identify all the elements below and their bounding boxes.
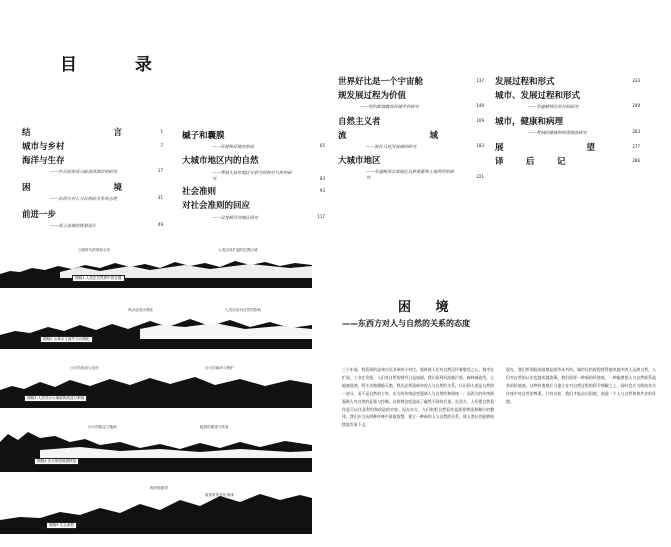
toc-entry-subtitle: ——华盛顿特区的分析研究 <box>528 104 579 109</box>
illustration-caption: 海岸植被带 <box>150 486 168 490</box>
toc-entry-subtitle: ——华盛顿西北部地区自然要素和土地利用的研究 <box>366 169 454 180</box>
toc-entry-subtitle: ——东西方对人与自然的关系的态度 <box>50 196 118 201</box>
toc-entry-page: 183 <box>476 143 484 148</box>
toc-entry-title[interactable]: 规发展过程为价值 <box>338 91 407 101</box>
toc-entry-title[interactable]: 槭子和囊膜 <box>182 131 225 141</box>
illustration-plate <box>0 422 312 472</box>
toc-entry-page: 169 <box>476 118 484 123</box>
toc-title: 目 录 <box>60 55 178 75</box>
toc-entry-page: 83 <box>319 176 325 181</box>
toc-entry-title[interactable]: 译 后 记 <box>495 157 573 167</box>
illustration-caption: 沙丘的稳定与植被 <box>88 425 117 429</box>
toc-entry-page: 137 <box>476 78 484 83</box>
toc-entry-title[interactable]: 困 境 <box>22 183 145 193</box>
toc-entry-subtitle: ——费城的健康和病理调查研究 <box>528 130 587 135</box>
toc-entry-title[interactable]: 对社会准则的回应 <box>182 201 251 211</box>
chapter-text-col2: 现在，我们所面临的困境是前所未有的。城市化的进程使得越来越多的人远离自然，人们对自然的认识也越来越淡薄。我们需要一种新的价值观，一种能够把人与自然联系起来的价值观。这种价值观应当建立在对自然过程的科学理解之上，同时也应当吸收东方传统中对自然的尊重。只有这样，我们才能走出困境，创造一个人与自然和谐共存的环境。 <box>506 367 656 404</box>
toc-entry-page: 65 <box>319 143 325 148</box>
toc-entry-page: 117 <box>317 214 325 219</box>
toc-entry-title[interactable]: 流 域 <box>338 131 461 141</box>
illustration-label: 图版2 山林水土流失与沙漠化 <box>40 336 93 343</box>
toc-entry-page: 249 <box>632 103 640 108</box>
toc-entry-page: 263 <box>632 129 640 134</box>
illustration-label: 图版5 生态演替 <box>46 522 77 529</box>
illustration-plate <box>0 305 312 349</box>
toc-entry-title[interactable]: 发展过程和形式 <box>495 77 555 87</box>
toc-entry-page: 277 <box>632 144 640 149</box>
toc-entry-subtitle: ——汉普顿河谷地区研究 <box>212 215 259 220</box>
illustration-plate <box>0 362 312 408</box>
illustration-plate <box>0 484 312 534</box>
illustration-caption: 人类活动对自然的影响 <box>225 308 261 312</box>
toc-entry-title[interactable]: 城市，健康和病理 <box>495 117 564 127</box>
illustration-caption: 植被的重建与恢复 <box>200 425 229 429</box>
toc-entry-page: 286 <box>632 158 640 163</box>
toc-entry-title[interactable]: 自然主义者 <box>338 117 381 127</box>
toc-entry-page: 1 <box>160 129 163 134</box>
illustration-caption: 植被带的变化规律 <box>205 493 234 497</box>
illustration-label: 图版4 沙丘草原植被恢复 <box>34 458 79 465</box>
toc-entry-page: 49 <box>157 222 163 227</box>
toc-entry-title[interactable]: 大城市地区 <box>338 156 381 166</box>
toc-entry-subtitle: ——纽约斯塔腾岛环境评价研究 <box>360 104 419 109</box>
toc-entry-title[interactable]: 世界好比是一个宇宙舱 <box>338 77 424 87</box>
toc-entry-page: 7 <box>160 143 163 148</box>
illustration-label: 图版3 人类对沙丘地貌的改造与利用 <box>24 395 87 402</box>
toc-entry-subtitle: ——费城大城市地区开放空间和空气库的研究 <box>212 170 292 181</box>
illustration-caption: 沙丘的形成与变化 <box>70 366 99 370</box>
toc-entry-title[interactable]: 城市、发展过程和形式 <box>495 91 581 101</box>
toc-entry-title[interactable]: 前进一步 <box>22 210 57 220</box>
chapter-subtitle: ——东西方对人与自然的关系的态度 <box>342 319 470 328</box>
illustration-caption: 沙丘的破坏与保护 <box>205 366 234 370</box>
toc-entry-page: 221 <box>476 174 484 179</box>
illustration-plate <box>0 244 312 288</box>
illustration-label: 图版1 人类在自然界中的位置 <box>72 275 125 282</box>
toc-entry-page: 233 <box>632 78 640 83</box>
toc-entry-title[interactable]: 展 望 <box>495 143 618 153</box>
toc-entry-title[interactable]: 大城市地区内的自然 <box>182 156 259 166</box>
toc-entry-subtitle: ——环境和环境的形成 <box>212 144 254 149</box>
illustration-caption: 风沙造成沙漠化 <box>128 308 154 312</box>
toc-entry-page: 17 <box>157 168 163 173</box>
toc-entry-page: 149 <box>476 103 484 108</box>
toc-entry-subtitle: ——黑土流域的规划设计 <box>50 223 97 228</box>
toc-entry-subtitle: ——波托马克河流域的研究 <box>366 144 417 149</box>
chapter-title: 困 境 <box>398 300 459 315</box>
illustration-caption: 文明时代的原始分布 <box>78 248 111 252</box>
toc-entry-title[interactable]: 海洋与生存 <box>22 156 65 166</box>
illustration-caption: 人类活动扩展的范围区域 <box>218 248 258 252</box>
toc-entry-title[interactable]: 城市与乡村 <box>22 142 65 152</box>
toc-entry-title[interactable]: 社会准则 <box>182 187 217 197</box>
toc-entry-subtitle: ——沙丘的形成与新泽西海岸的研究 <box>50 169 118 174</box>
toc-entry-page: 31 <box>157 195 163 200</box>
landscape-silhouette <box>0 244 312 288</box>
toc-entry-page: 93 <box>319 188 325 193</box>
chapter-text-col1: 三十年前，我看到的是弗吉尼亚州的小村庄，那时候人们对自然还怀着敬畏之心。城市在扩展，工业在发展，人们对自然的掠夺日益加剧。我们看到河流被污染，森林被砍伐，土地被侵蚀，野生动物濒临灭绝。我们必须重新审视人与自然的关系，认识到人类是自然的一部分，而不是自然的主宰。东方的传统思想强调人与自然的和谐统一，而西方的传统则强调人对自然的征服与控制。这两种态度造成了截然不同的后果。在西方，人们把自然看作是可以任意利用和改造的对象；而在东方，人们则把自然看作是需要尊重和顺应的整体。我们应当从两种传统中汲取智慧，建立一种新的人与自然的关系，使人类社会能够持续地发展下去。 <box>342 367 494 428</box>
toc-entry-title[interactable]: 结 言 <box>22 128 145 138</box>
